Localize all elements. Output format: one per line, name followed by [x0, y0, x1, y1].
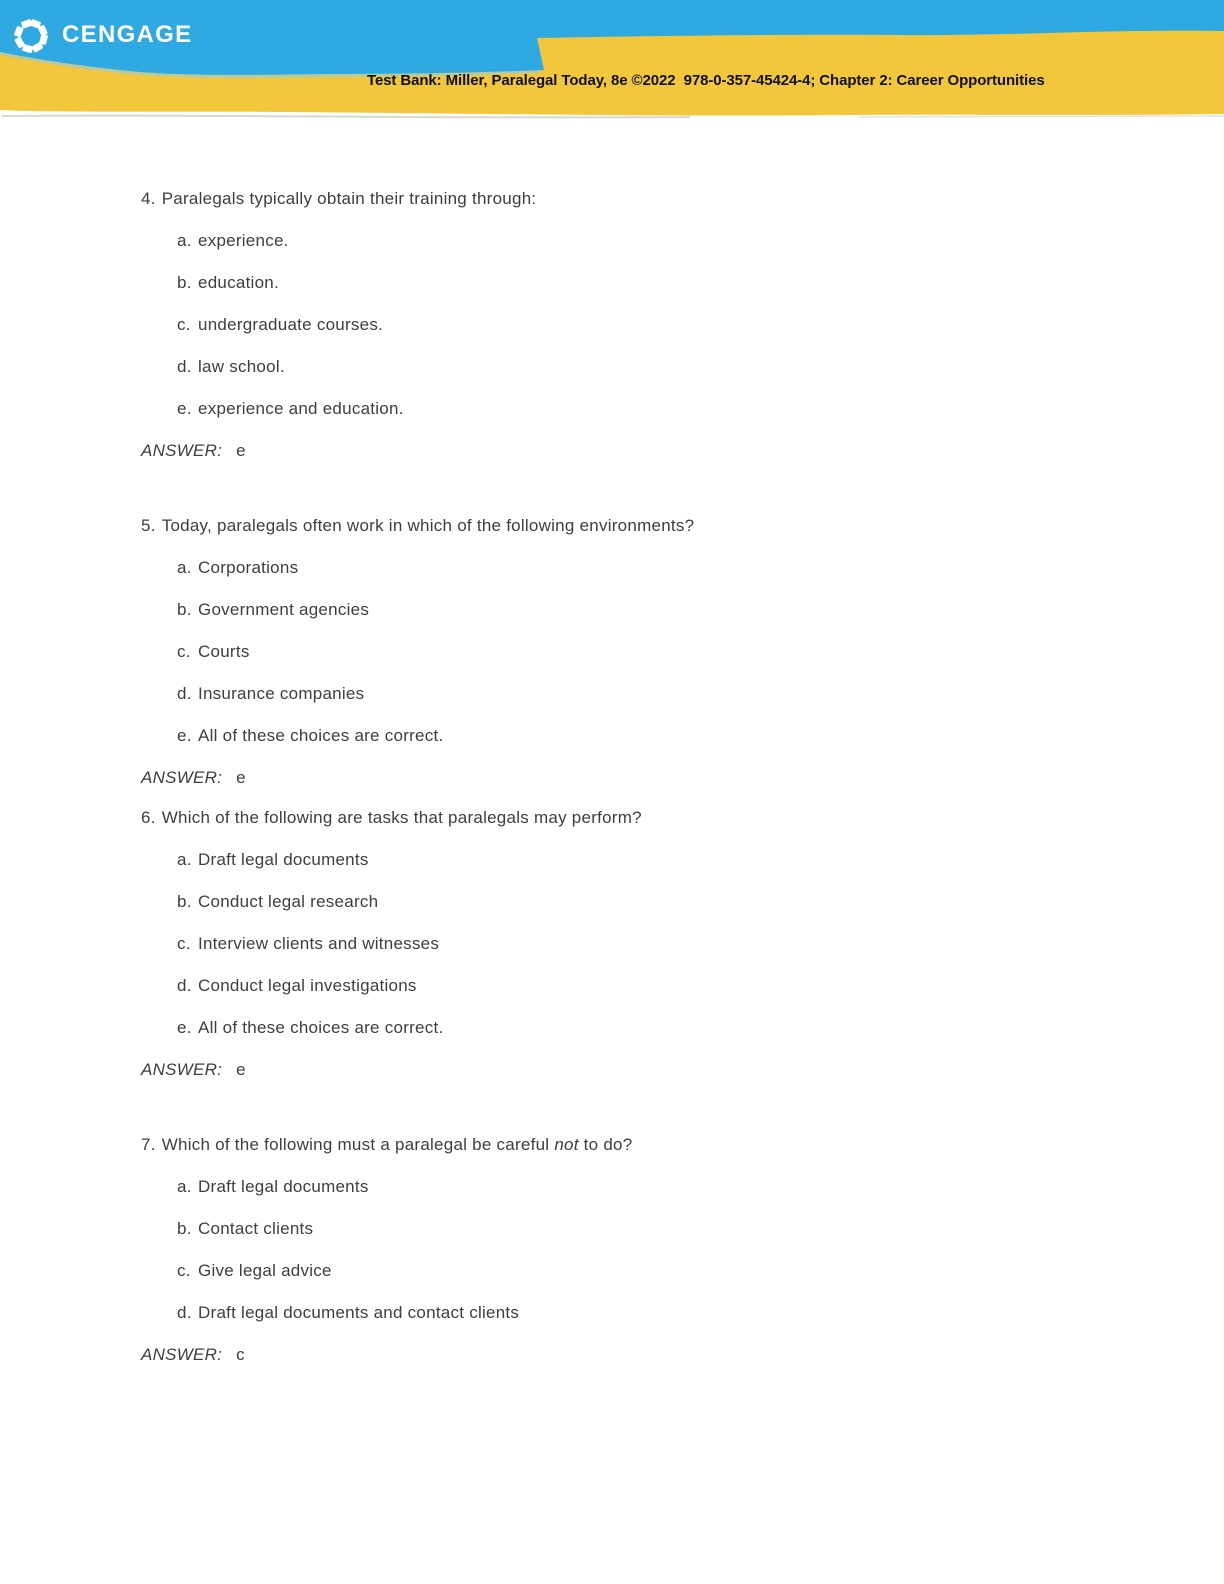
option-letter: a.: [177, 558, 192, 577]
option-text: Interview clients and witnesses: [198, 934, 440, 953]
answer-value: e: [236, 768, 246, 787]
question-number: 7.: [141, 1135, 156, 1154]
question-text: Which of the following are tasks that paralegals may perform?: [161, 808, 642, 827]
question-text: Today, paralegals often work in which of the following environments?: [161, 516, 695, 535]
option-row: [177, 273, 1184, 293]
option-text: Insurance companies: [198, 684, 365, 703]
option-row: [177, 1261, 1184, 1281]
question-text-italic: not: [554, 1135, 579, 1154]
question-title: [141, 808, 1184, 828]
option-text: Corporations: [198, 558, 299, 577]
option-row: [177, 684, 1184, 704]
option-text: Courts: [198, 642, 250, 661]
option-text: experience and education.: [198, 399, 404, 418]
option-text: undergraduate courses.: [198, 315, 384, 334]
option-letter: d.: [177, 1303, 192, 1322]
option-letter: a.: [177, 231, 192, 250]
cengage-logo: [10, 11, 192, 59]
answer-row: [141, 1345, 1184, 1365]
question-title: [141, 189, 1184, 209]
header-banner-text: Test Bank: Miller, Paralegal Today, 8e ©2022 978-0-357-45424-4; Chapter 2: Career Opportunities: [367, 72, 1045, 89]
answer-value: e: [236, 441, 246, 460]
question-number: 5.: [141, 516, 156, 535]
option-row: [177, 726, 1184, 746]
option-row: [177, 642, 1184, 662]
option-text: Give legal advice: [198, 1261, 332, 1280]
option-text: Draft legal documents and contact clients: [198, 1303, 520, 1322]
option-letter: d.: [177, 976, 192, 995]
option-row: [177, 399, 1184, 419]
question-number: 6.: [141, 808, 156, 827]
option-row: [177, 558, 1184, 578]
option-text: Government agencies: [198, 600, 370, 619]
option-row: [177, 934, 1184, 954]
option-text: Draft legal documents: [198, 850, 369, 869]
option-letter: a.: [177, 850, 192, 869]
brand-name: CENGAGE: [62, 21, 193, 48]
question-text: Paralegals typically obtain their training through:: [161, 189, 537, 208]
option-letter: b.: [177, 892, 192, 911]
option-letter: a.: [177, 1177, 192, 1196]
answer-row: [141, 1060, 1184, 1080]
question-number: 4.: [141, 189, 156, 208]
option-row: [177, 600, 1184, 620]
option-row: [177, 1219, 1184, 1239]
option-text: All of these choices are correct.: [198, 726, 444, 745]
question-block-5: [141, 516, 1184, 788]
option-letter: d.: [177, 357, 192, 376]
option-letter: e.: [177, 726, 192, 745]
option-letter: e.: [177, 1018, 192, 1037]
question-block-6: [141, 808, 1184, 1080]
option-text: Conduct legal research: [198, 892, 379, 911]
question-block-4: [141, 189, 1184, 461]
option-text: All of these choices are correct.: [198, 1018, 444, 1037]
option-row: [177, 1018, 1184, 1038]
option-text: law school.: [198, 357, 285, 376]
option-text: Conduct legal investigations: [198, 976, 417, 995]
option-letter: e.: [177, 399, 192, 418]
answer-label: ANSWER:: [141, 1345, 223, 1364]
question-title: [141, 516, 1184, 536]
option-row: [177, 231, 1184, 251]
option-letter: d.: [177, 684, 192, 703]
questions-content: [0, 126, 1224, 1365]
question-block-7: [141, 1135, 1184, 1365]
option-text: education.: [198, 273, 279, 292]
option-letter: b.: [177, 1219, 192, 1238]
option-letter: c.: [177, 934, 191, 953]
answer-value: c: [236, 1345, 245, 1364]
option-row: [177, 976, 1184, 996]
option-row: [177, 357, 1184, 377]
option-row: [177, 1303, 1184, 1323]
question-text: Which of the following must a paralegal be careful not to do?: [161, 1135, 633, 1154]
option-letter: c.: [177, 642, 191, 661]
option-letter: b.: [177, 273, 192, 292]
option-row: [177, 315, 1184, 335]
page-header: [0, 0, 1224, 126]
option-letter: c.: [177, 1261, 191, 1280]
answer-row: [141, 441, 1184, 461]
option-text: Contact clients: [198, 1219, 314, 1238]
option-text: Draft legal documents: [198, 1177, 369, 1196]
option-text: experience.: [198, 231, 289, 250]
cengage-spark-icon: [10, 11, 54, 59]
answer-label: ANSWER:: [141, 441, 223, 460]
option-letter: b.: [177, 600, 192, 619]
option-row: [177, 892, 1184, 912]
option-row: [177, 1177, 1184, 1197]
question-title: [141, 1135, 1184, 1155]
answer-value: e: [236, 1060, 246, 1079]
answer-label: ANSWER:: [141, 1060, 223, 1079]
option-row: [177, 850, 1184, 870]
option-letter: c.: [177, 315, 191, 334]
answer-row: [141, 768, 1184, 788]
answer-label: ANSWER:: [141, 768, 223, 787]
